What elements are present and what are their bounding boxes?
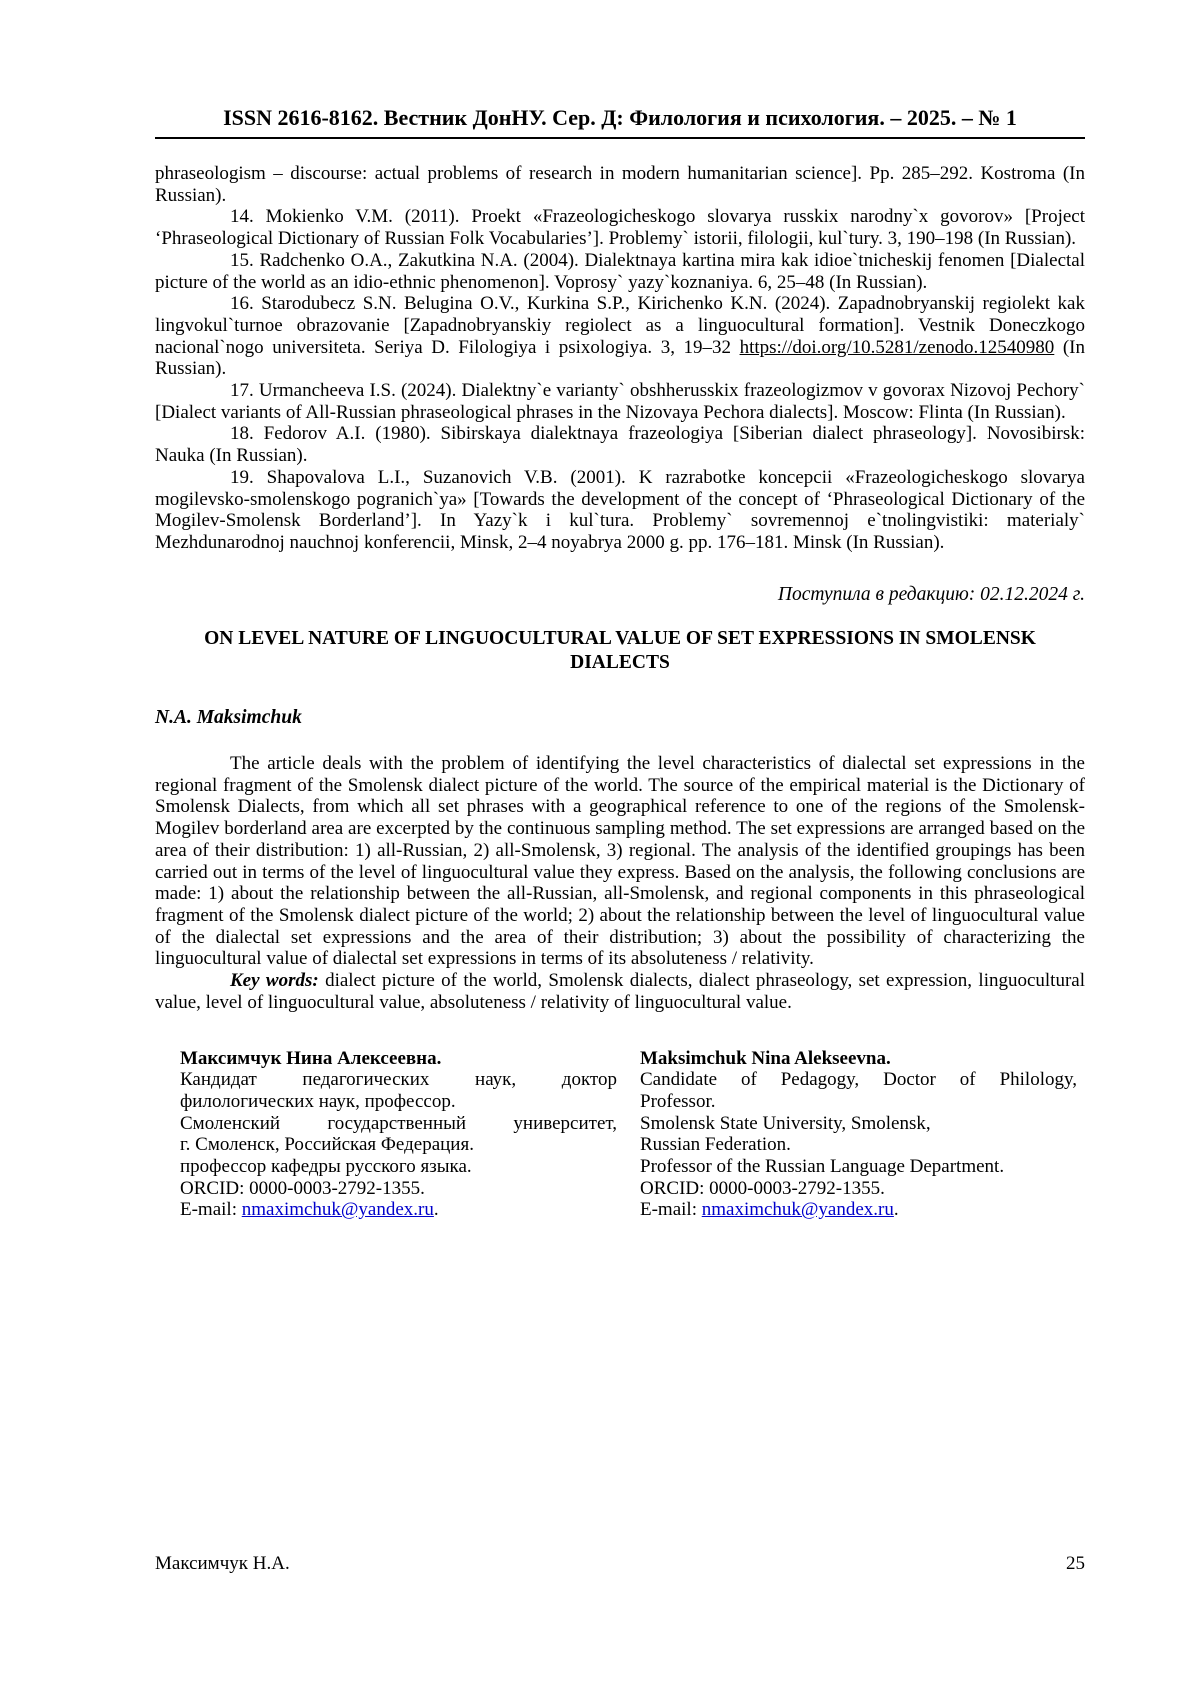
author-degree-ru: Кандидат педагогических наук, доктор [180, 1069, 617, 1091]
email-label: E-mail: [180, 1199, 242, 1221]
author-email-line-ru [180, 1199, 617, 1221]
author-affiliation-ru: Смоленский государственный университет, [180, 1112, 617, 1134]
reference-list [155, 163, 1085, 554]
article-title [155, 627, 1085, 675]
author-info-block [155, 1048, 1085, 1222]
email-suffix: . [433, 1199, 439, 1221]
author-degree-en: Professor. [640, 1090, 716, 1112]
footer-author: Максимчук Н.А. [155, 1553, 290, 1574]
author-degree-en: Candidate of Pedagogy, Doctor of Philology, [640, 1069, 1077, 1091]
article-title-line: DIALECTS [570, 652, 670, 674]
page-number: 25 [1066, 1553, 1085, 1574]
article-author: N.A. Maksimchuk [155, 707, 302, 729]
reference-item: 19. Shapovalova L.I., Suzanovich V.B. (2001). K razrabotke koncepcii «Frazeologicheskogo slovarya mogilevsko-smolenskogo pogranich`ya» [Towards the development of the concept of ‘Phraseological Dictionary of the Mogilev-Smolensk Borderland’]. In Yazy`k i kul`tura. Problemy` sovremennoj e`tnolingvistiki: materialy` Mezhdunarodnoj nauchnoj konferencii, Minsk, 2–4 noyabrya 2000 g. pp. 176–181. Minsk (In Russian). [155, 466, 1085, 553]
reference-item-text: (In Russian). [155, 336, 1085, 380]
keywords [155, 970, 1085, 1013]
reference-item [155, 293, 1085, 380]
reference-item: 14. Mokienko V.M. (2011). Proekt «Frazeologicheskogo slovarya russkix narodny`x govorov» [Project ‘Phraseological Dictionary of Russian Folk Vocabularies’]. Problemy` istorii, filologii, kul`tury. 3, 190–198 (In Russian). [155, 206, 1085, 250]
author-info-ru [180, 1048, 617, 1222]
author-affiliation-en: Smolensk State University, Smolensk, [640, 1112, 931, 1134]
abstract-text: The article deals with the problem of identifying the level characteristics of dialectal set expressions in the regional fragment of the Smolensk dialect picture of the world. The source of the empirical material is the Dictionary of Smolensk Dialects, from which all set phrases with a geographical reference to one of the regions of the Smolensk-Mogilev borderland area are excerpted by the continuous sampling method. The set expressions are arranged based on the area of their distribution: 1) all-Russian, 2) all-Smolensk, 3) regional. The analysis of the identified groupings has been carried out in terms of the level of linguocultural value they express. Based on the analysis, the following conclusions are made: 1) about the relationship between the all-Russian, all-Smolensk, and regional components in this phraseological fragment of the Smolensk dialect picture of the world; 2) about the relationship between the level of linguocultural value of the dialectal set expressions and the area of their distribution; 3) about the possibility of characterizing the linguocultural value of dialectal set expressions in terms of its absoluteness / relativity. [155, 753, 1085, 970]
reference-item: 15. Radchenko O.A., Zakutkina N.A. (2004). Dialektnaya kartina mira kak idioe`tnicheskij fenomen [Dialectal picture of the world as an idio-ethnic phenomenon]. Voprosy` yazy`koznaniya. 6, 25–48 (In Russian). [155, 249, 1085, 293]
reference-item: 18. Fedorov A.I. (1980). Sibirskaya dialektnaya frazeologiya [Siberian dialect phraseology]. Novosibirsk: Nauka (In Russian). [155, 423, 1085, 467]
journal-header: ISSN 2616-8162. Вестник ДонНУ. Сер. Д: Филология и психология. – 2025. – № 1 [155, 106, 1085, 139]
author-affiliation-en: Russian Federation. [640, 1134, 791, 1156]
reference-item: 17. Urmancheeva I.S. (2024). Dialektny`e varianty` obshherusskix frazeologizmov v govorax Nizovoj Pechory` [Dialect variants of All-Russian phraseological phrases in the Nizovaya Pechora dialects]. Moscow: Flinta (In Russian). [155, 380, 1085, 423]
received-date: Поступила в редакцию: 02.12.2024 г. [777, 583, 1085, 605]
reference-item-text: 16. Starodubecz S.N. Belugina O.V., Kurkina S.P., Kirichenko K.N. (2024). Zapadnobryanskij regiolekt kak lingvokul`turnoe obrazovanie [Zapadnobryanskiy regiolect as a linguocultural formation]. Vestnik Doneczkogo nacional`nogo universiteta. Seriya D. Filologiya i psixologiya. 3, 19–32 [155, 293, 1085, 358]
author-degree-ru: филологических наук, профессор. [180, 1090, 456, 1112]
author-info-en [640, 1048, 1077, 1222]
author-name-ru: Максимчук Нина Алексеевна. [180, 1047, 442, 1069]
page-footer [155, 1553, 1085, 1575]
author-affiliation-ru: г. Смоленск, Российская Федерация. [180, 1134, 474, 1156]
article-title-line: ON LEVEL NATURE OF LINGUOCULTURAL VALUE OF SET EXPRESSIONS IN SMOLENSK [204, 628, 1036, 650]
email-link[interactable]: nmaximchuk@yandex.ru [241, 1199, 434, 1221]
author-orcid-ru: ORCID: 0000-0003-2792-1355. [180, 1177, 425, 1199]
author-email-line-en [640, 1199, 1077, 1221]
author-position-ru: профессор кафедры русского языка. [180, 1156, 472, 1178]
doi-link[interactable]: https://doi.org/10.5281/zenodo.12540980 [739, 336, 1055, 358]
keywords-label: Key words: [230, 970, 319, 992]
author-orcid-en: ORCID: 0000-0003-2792-1355. [640, 1177, 885, 1199]
reference-continuation: phraseologism – discourse: actual problems of research in modern humanitarian science]. Pp. 285–292. Kostroma (In Russian). [155, 163, 1085, 206]
email-link[interactable]: nmaximchuk@yandex.ru [701, 1199, 894, 1221]
email-suffix: . [893, 1199, 899, 1221]
author-name-en: Maksimchuk Nina Alekseevna. [640, 1047, 891, 1069]
author-position-en: Professor of the Russian Language Department. [640, 1156, 1005, 1178]
keywords-text: dialect picture of the world, Smolensk dialects, dialect phraseology, set expression, linguocultural value, level of linguocultural value, absoluteness / relativity of linguocultural value. [155, 970, 1086, 1013]
email-label: E-mail: [640, 1199, 702, 1221]
